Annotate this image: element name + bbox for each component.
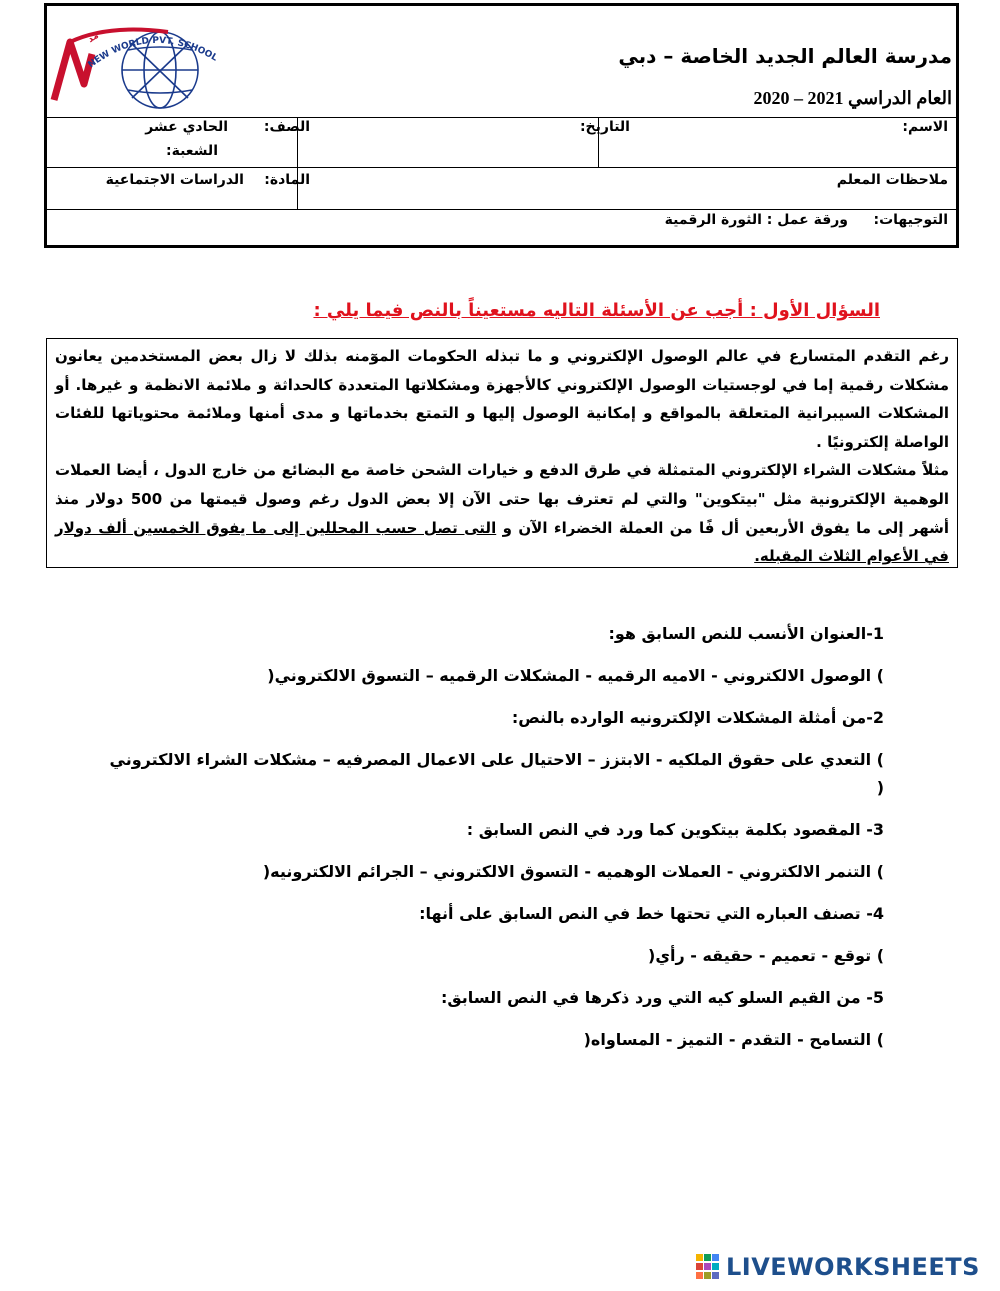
school-logo bbox=[48, 14, 248, 112]
question-3-prompt: 3- المقصود بكلمة بيتكوين كما ورد في النص السابق : bbox=[466, 820, 884, 839]
reading-passage bbox=[46, 338, 958, 568]
question-2-options-line2: ( bbox=[876, 778, 884, 797]
question-4-prompt: 4- تصنف العباره التي تحتها خط في النص السابق على أنها: bbox=[419, 904, 884, 923]
subject-label: المادة: bbox=[264, 172, 310, 188]
school-name: مدرسة العالم الجديد الخاصة – دبي bbox=[618, 44, 952, 68]
question-2-options[interactable]: ) التعدي على حقوق الملكيه - الابتزز – الاحتيال على الاعمال المصرفيه – مشكلات الشراء الالكتروني bbox=[109, 750, 884, 769]
question-5-options[interactable]: ) التسامح - التقدم - التميز - المساواه( bbox=[583, 1030, 884, 1049]
passage-paragraph-2 bbox=[55, 456, 949, 570]
name-label: الاسم: bbox=[902, 119, 948, 135]
logo-arabic-text: مد bbox=[86, 30, 101, 46]
liveworksheets-brand[interactable] bbox=[696, 1252, 980, 1282]
question-heading: السؤال الأول : أجب عن الأسئلة التاليه مستعيناً بالنص فيما يلي : bbox=[313, 300, 880, 321]
question-5-prompt: 5- من القيم السلو كيه التي ورد ذكرها في النص السابق: bbox=[440, 988, 884, 1007]
header-divider bbox=[47, 209, 956, 210]
date-label: التاريخ: bbox=[579, 119, 630, 135]
swoosh-icon bbox=[54, 42, 92, 100]
liveworksheets-logo-icon bbox=[696, 1254, 720, 1280]
section-label: الشعبة: bbox=[165, 143, 218, 159]
grade-label: الصف: bbox=[263, 119, 310, 135]
school-logo-graphic bbox=[48, 14, 248, 112]
question-1-options[interactable]: ) الوصول الالكتروني - الاميه الرقميه - المشكلات الرقميه – التسوق الالكتروني( bbox=[267, 666, 884, 685]
question-2-prompt: 2-من أمثلة المشكلات الإلكترونيه الوارده بالنص: bbox=[511, 708, 884, 727]
underlined-statement: التى تصل حسب المحللين إلى ما يفوق الخمسين ألف دولار في الأعوام الثلاث المقبله. bbox=[55, 518, 949, 566]
academic-year: العام الدراسي 2021 – 2020 bbox=[753, 88, 952, 108]
logo-english-text: NEW WORLD PVT. SCHOOL bbox=[86, 35, 220, 71]
question-1-prompt: 1-العنوان الأنسب للنص السابق هو: bbox=[608, 624, 884, 643]
header-divider bbox=[47, 167, 956, 168]
passage-paragraph-2-text: مثلاً مشكلات الشراء الإلكتروني المتمثلة في طرق الدفع و خيارات الشحن خاصة مع البضائع من خارج الدول ، أيضا العملات الوهمية الإلكترونية مثل "بيتكوين" والتي لم تعترف بها حتى الآن إلا بعض الدول رغم وصول قيمتها من 500 دولار منذ أشهر إلى ما يفوق الأربعين أل فًا من العملة الخضراء الآن و bbox=[55, 461, 950, 537]
question-3-options[interactable]: ) التنمر الالكتروني - العملات الوهميه - التسوق الالكتروني – الجرائم الالكترونيه( bbox=[262, 862, 884, 881]
subject-value: الدراسات الاجتماعية bbox=[105, 172, 244, 188]
header-divider bbox=[47, 117, 956, 118]
teacher-notes-label: ملاحظات المعلم bbox=[836, 172, 948, 188]
grade-value: الحادي عشر bbox=[145, 119, 228, 135]
instructions-value: ورقة عمل : الثورة الرقمية bbox=[664, 212, 848, 228]
question-4-options[interactable]: ) توقع - تعميم - حقيقه - رأي( bbox=[648, 946, 884, 965]
instructions-label: التوجيهات: bbox=[873, 212, 948, 228]
liveworksheets-text: LIVEWORKSHEETS bbox=[726, 1253, 980, 1281]
passage-paragraph-1: رغم التقدم المتسارع في عالم الوصول الإلكتروني و ما تبذله الحكومات الموٓمنه بذلك لا زال بعض المستخدمين يعانون مشكلات رقمية إما في لوجستيات الوصول الإلكتروني كالأجهزة ومشكلاتها المتعددة كالحداثة و ملائمة الانظمة و غيرها. أو المشكلات السيبرانية المتعلقة بالمواقع و إمكانية الوصول إليها و التمتع بخدماتها و مدى أمنها وملائمة محتوياتها للفئات الواصلة إلكترونيًا . bbox=[55, 347, 949, 451]
